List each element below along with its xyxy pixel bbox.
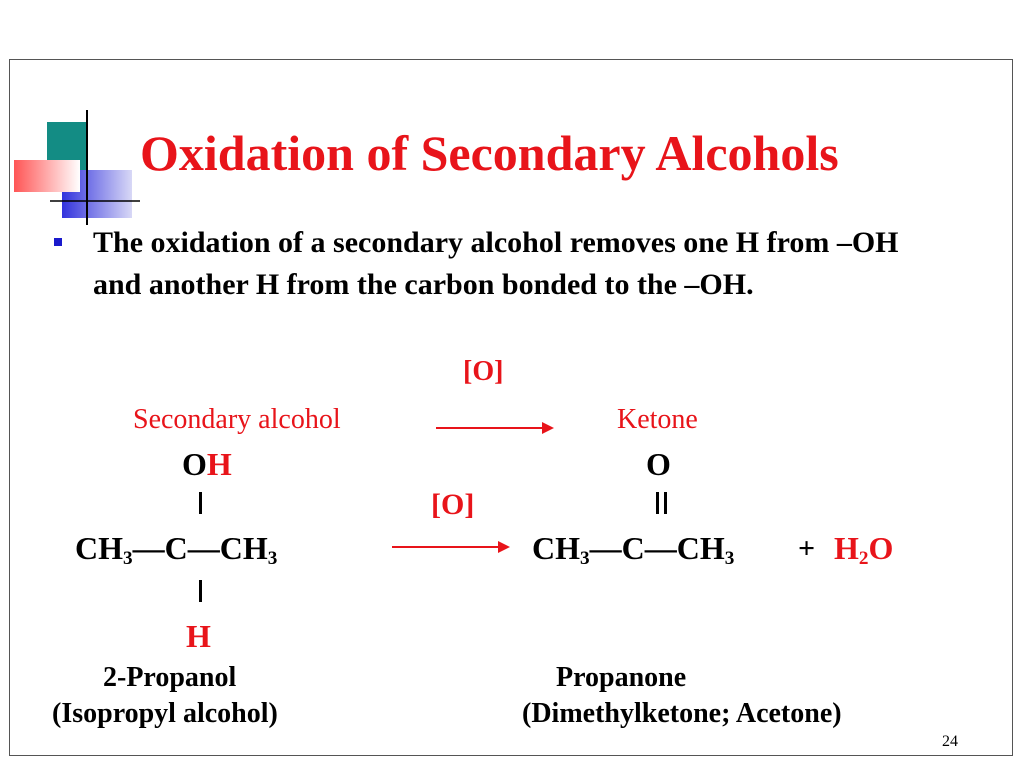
product-carbonyl-oxygen: O [646, 446, 671, 482]
reactant-name: 2-Propanol [103, 662, 237, 693]
bullet-marker [54, 238, 62, 246]
reactant-main-chain: $CH_3—C—CH_3$ [75, 530, 278, 569]
product-class-label: Ketone [617, 404, 698, 435]
product-name: Propanone [556, 662, 687, 693]
reactant-bottom-hydrogen: H [186, 618, 211, 654]
product-double-bond-right [664, 492, 667, 514]
specific-reaction-arrow [392, 546, 508, 548]
reactant-common-name: (Isopropyl alcohol) [52, 698, 278, 729]
product-main-chain: $CH_3—C—CH_3$ [532, 530, 735, 569]
bullet-text: The oxidation of a secondary alcohol removes one H from –OH and another H from the carbon bonded to the –OH. [93, 226, 899, 301]
reactant-top-bond [199, 492, 202, 514]
general-reaction-arrow [436, 427, 552, 429]
reactant-class-label: Secondary alcohol [133, 404, 341, 435]
water-formula: $H_2O$ [834, 530, 894, 569]
page-number: 24 [942, 733, 958, 750]
general-reagent-label: [O] [463, 356, 504, 387]
product-double-bond-left [656, 492, 659, 514]
reactant-bottom-bond [199, 580, 202, 602]
reactant-hydroxyl-group: OH [182, 446, 232, 482]
slide-title: Oxidation of Secondary Alcohols [140, 125, 839, 181]
plus-sign: + [798, 532, 816, 565]
product-common-name: (Dimethylketone; Acetone) [522, 698, 842, 729]
specific-reagent-label: [O] [431, 488, 475, 521]
